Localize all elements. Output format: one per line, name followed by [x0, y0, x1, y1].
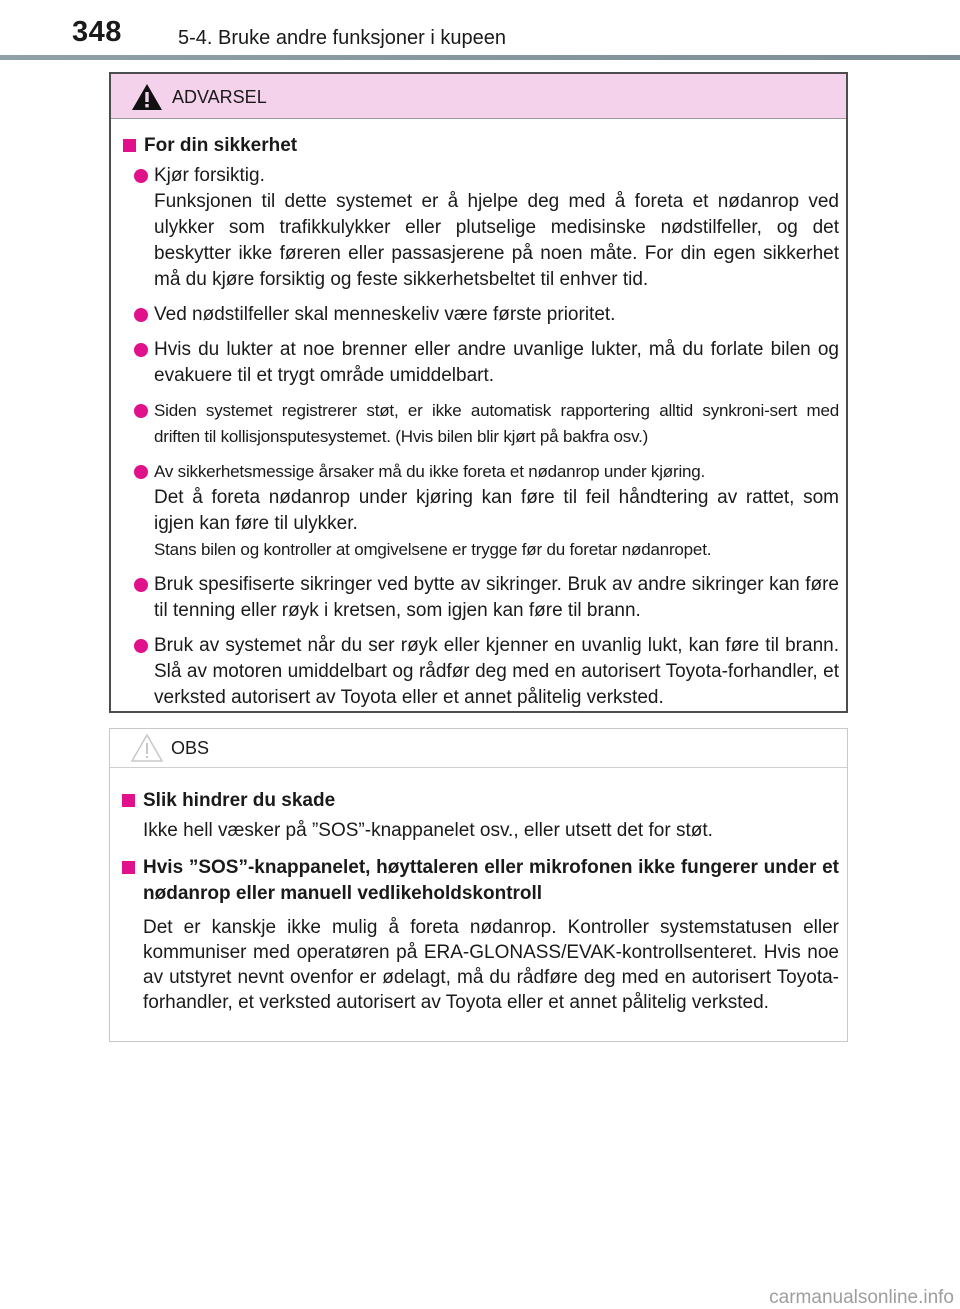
square-bullet-icon — [122, 861, 135, 874]
warning-header — [111, 74, 846, 119]
warning-box — [109, 72, 848, 713]
notice-header — [110, 729, 847, 768]
warning-heading: For din sikkerhet — [121, 133, 839, 159]
warning-item: Ved nødstilfeller skal menneskeliv være første prioritet. — [121, 302, 839, 328]
section-title: 5-4. Bruke andre funksjoner i kupeen — [178, 27, 506, 49]
bullet-icon — [134, 578, 148, 592]
warning-item: Av sikkerhetsmessige årsaker må du ikke foreta et nødanrop under kjøring. Det å foreta nødanrop under kjøring kan føre til feil håndtering av rattet, som igjen kan føre til ulykker. Stans bilen og kontroller at omgivelsene er trygge før du foretar nødanropet. — [121, 459, 839, 563]
page-header — [0, 0, 960, 62]
warning-item: Kjør forsiktig. Funksjonen til dette systemet er å hjelpe deg med å foreta et nødanrop ved ulykker som trafikkulykker eller plutselige medisinske nødstilfeller, og det beskytter ikke føreren eller passasjerene på noen måte. For din egen sikkerhet må du kjøre forsiktig og feste sikkerhetsbeltet til enhver tid. — [121, 163, 839, 293]
notice-text: Det er kanskje ikke mulig å foreta nødanrop. Kontroller systemstatusen eller kommuniser med operatøren på ERA-GLONASS/EVAK-kontrollsenteret. Hvis noe av utstyret nevnt ovenfor er ødelagt, må du rådføre deg med en autorisert Toyota-forhandler, et verksted autorisert av Toyota eller et annet pålitelig verksted. — [143, 917, 839, 1013]
warning-item: Siden systemet registrerer støt, er ikke automatisk rapportering alltid synkroni-sert med driften til kollisjonsputesystemet. (Hvis bilen blir kjørt på bakfra osv.) — [121, 398, 839, 450]
square-bullet-icon — [123, 139, 136, 152]
header-rule — [0, 55, 960, 60]
caution-triangle-icon — [130, 733, 164, 763]
notice-title: OBS — [171, 738, 210, 758]
square-bullet-icon — [122, 794, 135, 807]
notice-text: Ikke hell væsker på ”SOS”-knappanelet osv., eller utsett det for støt. — [143, 820, 713, 841]
notice-box — [109, 728, 848, 1042]
warning-item: Bruk av systemet når du ser røyk eller kjenner en uvanlig lukt, kan føre til brann. Slå av motoren umiddelbart og rådfør deg med en autorisert Toyota-forhandler, et verksted autorisert av Toyota eller et annet pålitelig verksted. — [121, 633, 839, 711]
notice-heading: Slik hindrer du skade — [120, 788, 839, 814]
warning-item: Bruk spesifiserte sikringer ved bytte av sikringer. Bruk av andre sikringer kan føre til tenning eller røyk i kretsen, som igjen kan føre til brann. — [121, 572, 839, 624]
warning-triangle-icon — [131, 83, 163, 111]
notice-heading: Hvis ”SOS”-knappanelet, høyttaleren eller mikrofonen ikke fungerer under et nødanrop eller manuell vedlikeholdskontroll — [120, 855, 839, 907]
bullet-icon — [134, 308, 148, 322]
notice-body — [110, 768, 847, 1015]
bullet-icon — [134, 169, 148, 183]
page-number: 348 — [72, 16, 122, 48]
bullet-icon — [134, 343, 148, 357]
bullet-icon — [134, 404, 148, 418]
bullet-icon — [134, 465, 148, 479]
warning-title: ADVARSEL — [172, 87, 267, 107]
warning-body — [111, 119, 846, 711]
warning-item: Hvis du lukter at noe brenner eller andre uvanlige lukter, må du forlate bilen og evakuere til et trygt område umiddelbart. — [121, 337, 839, 389]
bullet-icon — [134, 639, 148, 653]
watermark: carmanualsonline.info — [769, 1287, 954, 1308]
